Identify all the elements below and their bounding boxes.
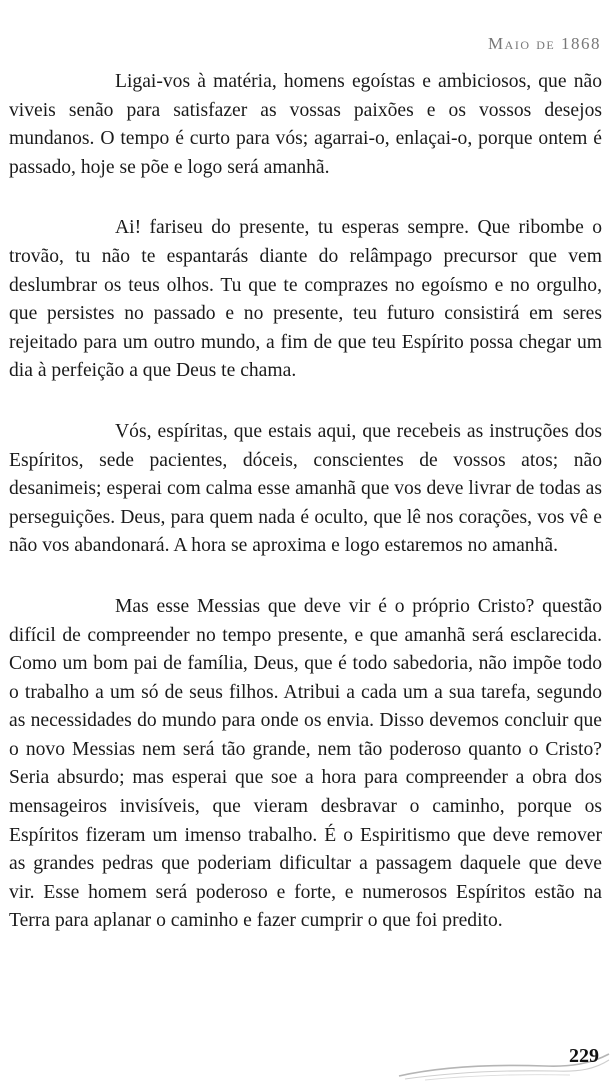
paragraph-1: Ligai-vos à matéria, homens egoístas e ambiciosos, que não viveis senão para satisfazer as vossas paixões e os vossos desejos mundanos. O tempo é curto para vós; agarrai-o, enlaçai-o, porque ontem é passado, hoje se põe e logo será amanhã. [9, 71, 602, 178]
page-number: 229 [569, 1045, 599, 1067]
text-body [9, 68, 602, 968]
running-header: Maio de 1868 [488, 34, 601, 53]
paragraph-4: Mas esse Messias que deve vir é o próprio Cristo? questão difícil de compreender no tempo presente, e que amanhã será esclarecida. Como um bom pai de família, Deus, que é todo sabedoria, não impõe todo o trabalho a um só de seus filhos. Atribui a cada um a sua tarefa, segundo as necessidades do mundo para onde os envia. Disso devemos concluir que o novo Messias nem será tão grande, nem tão poderoso quanto o Cristo? Seria absurdo; mas esperai que soe a hora para compreender a obra dos mensageiros invisíveis, que vieram desbravar o caminho, porque os Espíritos fizeram um imenso trabalho. É o Espiritismo que deve remover as grandes pedras que poderiam dificultar a passagem daquele que deve vir. Esse homem será poderoso e forte, e numerosos Espíritos estão na Terra para aplanar o caminho e fazer cumprir o que foi predito. [9, 595, 602, 932]
paragraph-3: Vós, espíritas, que estais aqui, que recebeis as instruções dos Espíritos, sede pacientes, dóceis, conscientes de vossos atos; não desanimeis; esperai com calma esse amanhã que vos deve livrar de todas as perseguições. Deus, para quem nada é oculto, que lê nos corações, vos vê e não vos abandonará. A hora se aproxima e logo estaremos no amanhã. [9, 420, 602, 557]
paragraph-2: Ai! fariseu do presente, tu esperas sempre. Que ribombe o trovão, tu não te espantarás diante do relâmpago precursor que vem deslumbrar os teus olhos. Tu que te comprazes no egoísmo e no orgulho, que persistes no passado e no presente, teu futuro consistirá em seres rejeitado para um outro mundo, a fim de que teu Espírito possa chegar um dia à perfeição a que Deus te chama. [9, 217, 602, 382]
